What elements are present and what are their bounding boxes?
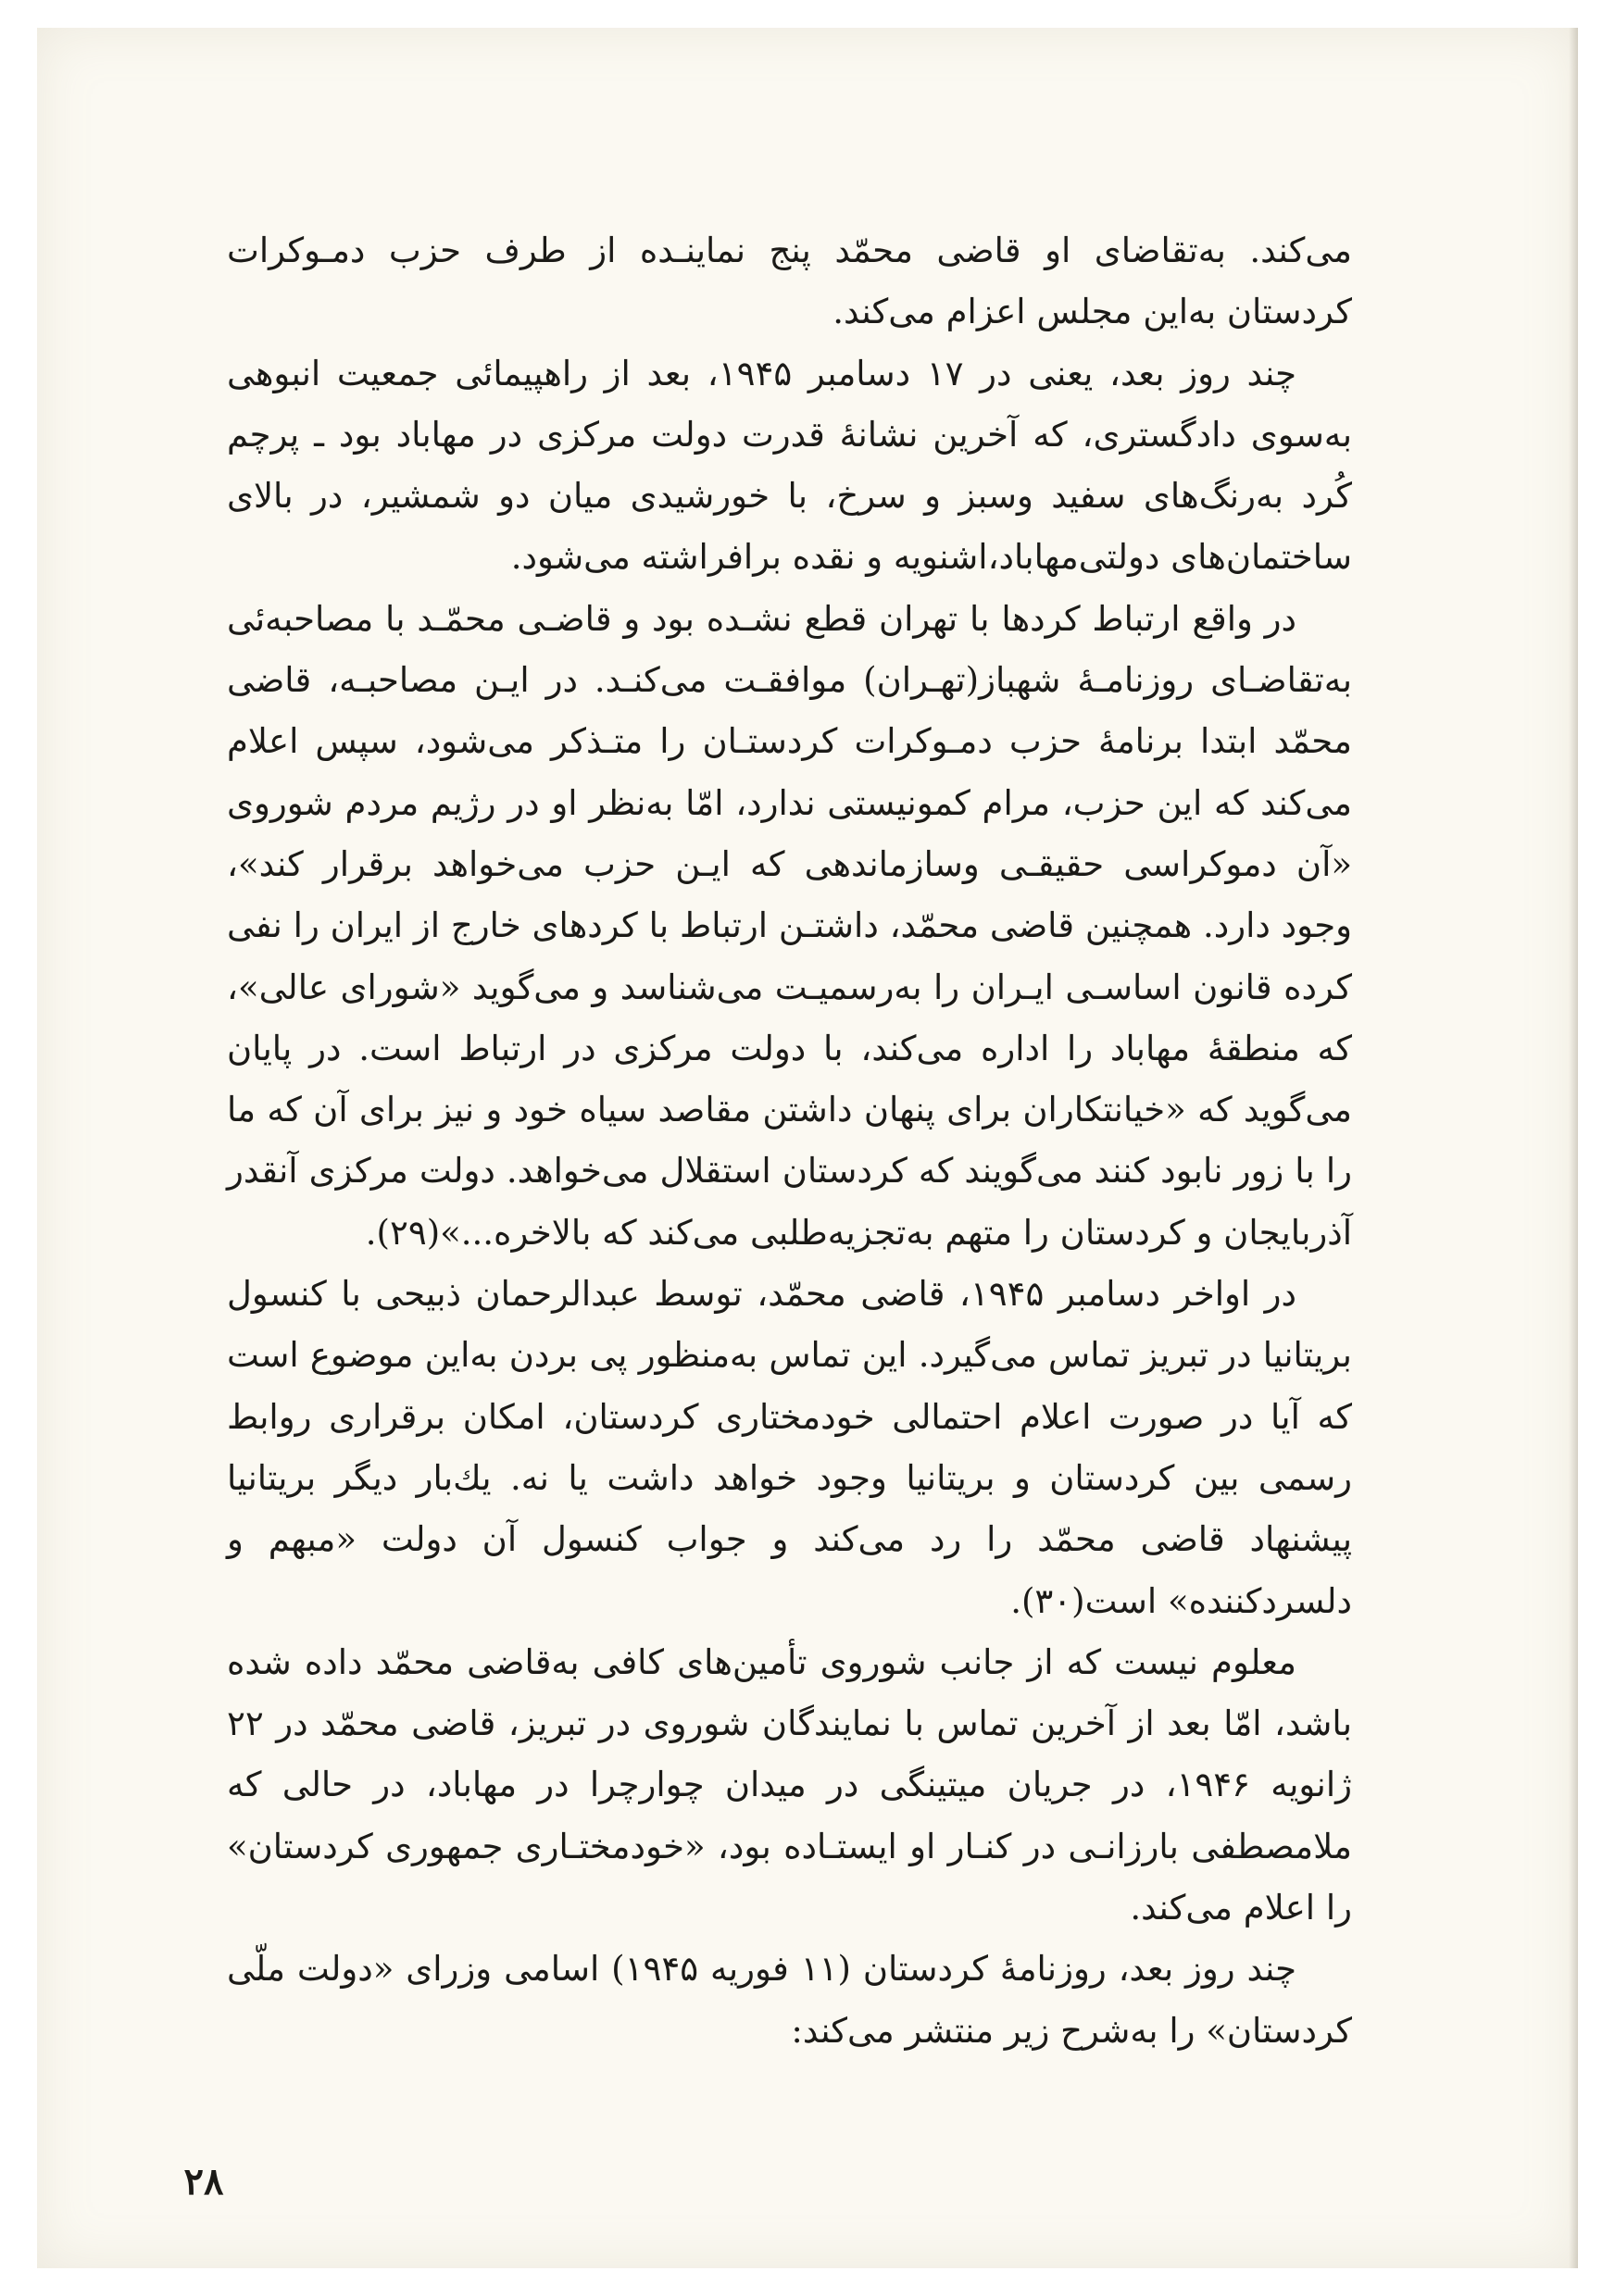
paragraph-1: می‌کند. به‌تقاضای او قاضی محمّد پنج نماینـده از طرف حزب دمـوکرات کردستان به‌این مجلس اعزام می‌کند. [227,231,1352,332]
document-page [37,28,1578,2268]
paragraph-5: معلوم نیست که از جانب شوروی تأمین‌های کافی به‌قاضی محمّد داده شده باشد، امّا بعد از آخرین تماس با نمایندگان شوروی در تبریز، قاضی محمّد در ۲۲ ژانویه ۱۹۴۶، در جریان میتینگی در میدان چوارچرا در مهاباد، در حالی که ملامصطفی بارزانـی در کنـار او ایستـاده بود، «خودمختـاری جمهوری کردستان» را اعلام می‌کند. [227,1641,1352,1928]
paragraph-4: در اواخر دسامبر ۱۹۴۵، قاضی محمّد، توسط عبدالرحمان ذبیحی با کنسول بریتانیا در تبریز تماس می‌گیرد. این تماس به‌منظور پی بردن به‌این موضوع است که آیا در صورت اعلام احتمالی خودمختاری کردستان، امکان برقراری روابط رسمی بین کردستان و بریتانیا وجود خواهد داشت یا نه. یك‌بار دیگر بریتانیا پیشنهاد قاضی محمّد را رد می‌کند و جواب کنسول آن دولت «مبهم و دلسردکننده» است(۳۰). [227,1274,1352,1621]
page-number: ۲۸ [183,2160,224,2203]
paragraph-3: در واقع ارتباط کردها با تهران قطع نشـده بود و قاضـی محمّـد با مصاحبه‌ئی به‌تقاضـای روزنامـهٔ شهباز(تهـران) موافقـت می‌کنـد. در ایـن مصاحبـه، قاضی محمّد ابتدا برنامهٔ حزب دمـوکرات کردستـان را متـذکر می‌شود، سپس اعلام می‌کند که این حزب، مرام کمونیستی ندارد، امّا به‌نظر او در رژیم مردم شوروی «آن دموکراسی حقیقـی وسازماندهی که ایـن حزب می‌خواهد برقرار کند»، وجود دارد. همچنین قاضی محمّد، داشتـن ارتباط با کردهای خارج از ایران را نفی کرده قانون اساسـی ایـران را به‌رسمیـت می‌شناسد و می‌گوید «شورای عالی»، که منطقهٔ مهاباد را اداره می‌کند، با دولت مرکزی در ارتباط است. در پایان می‌گوید که «خیانتکاران برای پنهان داشتن مقاصد سیاه خود و نیز برای آن که ما را با زور نابود کنند می‌گویند که کردستان استقلال می‌خواهد. دولت مرکزی آنقدر آذربایجان و کردستان را متهم به‌تجزیه‌طلبی می‌کند که بالاخره...»(۲۹). [227,598,1352,1253]
paragraph-2: چند روز بعد، یعنی در ۱۷ دسامبر ۱۹۴۵، بعد از راهپیمائی جمعیت انبوهی به‌سوی دادگستری، که آخرین نشانهٔ قدرت دولت مرکزی در مهاباد بود ـ پرچم کُرد به‌رنگ‌های سفید وسبز و سرخ، با خورشیدی میان دو شمشیر، در بالای ساختمان‌های دولتی‌مهاباد،اشنویه و نقده برافراشته می‌شود. [227,353,1352,578]
body-text [227,220,1352,2062]
paragraph-6: چند روز بعد، روزنامهٔ کردستان (۱۱ فوریه ۱۹۴۵) اسامی وزرای «دولت ملّی کردستان» را به‌شرح زیر منتشر می‌کند: [227,1949,1352,2051]
